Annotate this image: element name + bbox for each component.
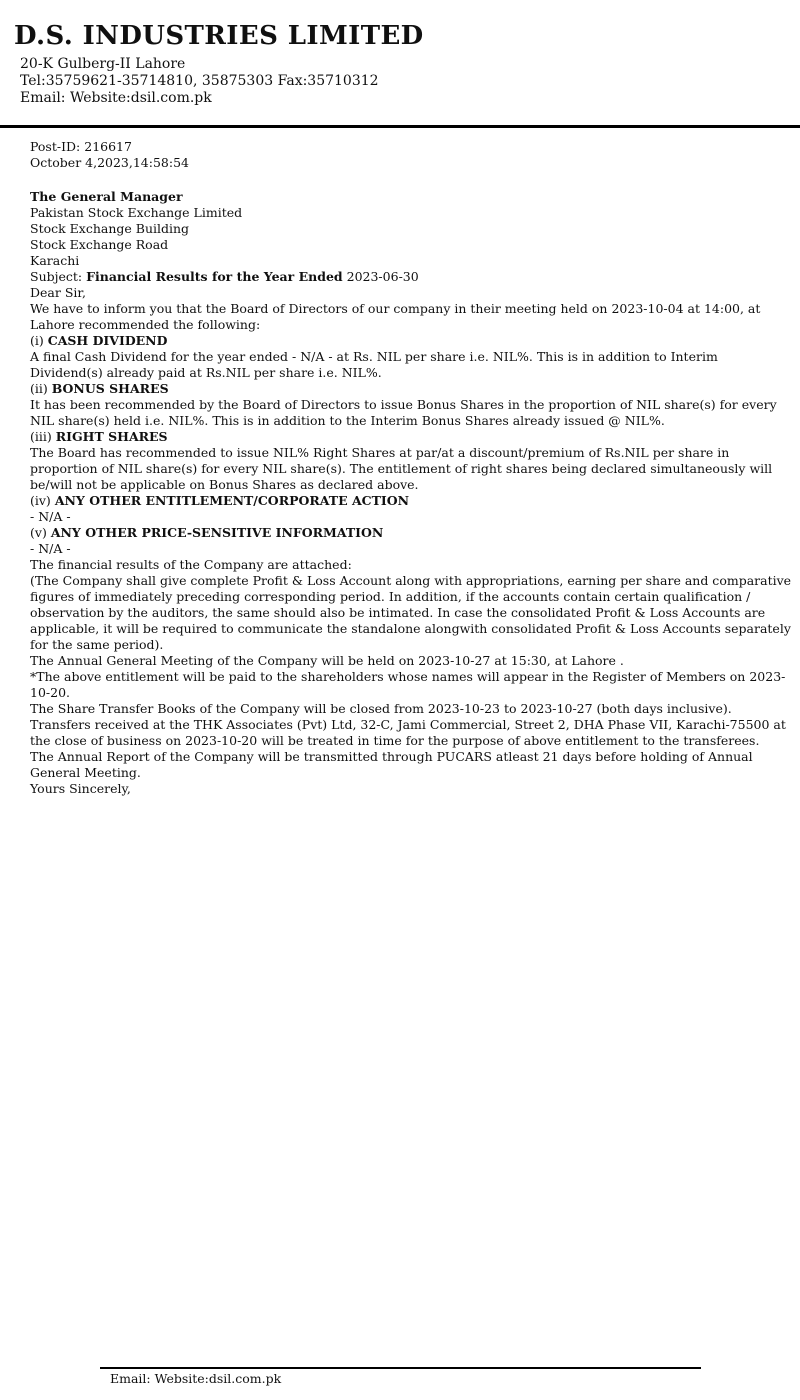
letterhead xyxy=(0,0,800,107)
agm-note: The Annual General Meeting of the Company will be held on 2023-10-27 at 15:30, at Lahore . xyxy=(30,653,624,668)
section-iii-title: RIGHT SHARES xyxy=(55,429,168,444)
footer-email: Email: Website:dsil.com.pk xyxy=(110,1371,282,1386)
section-iv-body: - N/A - xyxy=(30,509,71,524)
letterhead-email: Email: Website:dsil.com.pk xyxy=(20,90,212,106)
disclosure-paragraph: (The Company shall give complete Profit & Loss Account along with appropriations, earning per share and comparative figures of immediately preceding corresponding period. In addition, if the accounts contain certain qualification / observation by the auditors, the same should also be intimated. In case the consolidated Profit & Loss Accounts are applicable, it will be required to communicate the standalone alongwith consolidated Profit & Loss Accounts separately for the same period). xyxy=(30,573,792,652)
section-v-title: ANY OTHER PRICE-SENSITIVE INFORMATION xyxy=(50,525,384,540)
letter-body xyxy=(30,128,792,797)
section-i-body: A final Cash Dividend for the year ended - N/A - at Rs. NIL per share i.e. NIL%. This is in addition to Interim Dividend(s) already paid at Rs.NIL per share i.e. NIL%. xyxy=(30,349,718,380)
section-iv-heading xyxy=(30,493,792,509)
subject-label: Subject: xyxy=(30,269,83,284)
meta-block xyxy=(30,139,792,171)
section-ii-body: It has been recommended by the Board of Directors to issue Bonus Shares in the proportion of NIL share(s) for every NIL share(s) held i.e. NIL%. This is in addition to the Interim Bonus Shares already issued @ NIL%. xyxy=(30,397,777,428)
section-i-title: CASH DIVIDEND xyxy=(47,333,168,348)
section-v-body: - N/A - xyxy=(30,541,71,556)
section-iii-body: The Board has recommended to issue NIL% Right Shares at par/at a discount/premium of Rs.NIL per share in proportion of NIL share(s) for every NIL share(s). The entitlement of right shares being declared simultaneously will be/will not be applicable on Bonus Shares as declared above. xyxy=(30,445,773,492)
section-iv-title: ANY OTHER ENTITLEMENT/CORPORATE ACTION xyxy=(54,493,410,508)
recipient-line: Karachi xyxy=(30,253,80,268)
footer-divider xyxy=(100,1367,701,1369)
annual-report-note: The Annual Report of the Company will be transmitted through PUCARS atleast 21 days before holding of Annual General Meeting. xyxy=(30,749,753,780)
section-ii-title: BONUS SHARES xyxy=(51,381,169,396)
intro-paragraph: We have to inform you that the Board of Directors of our company in their meeting held on 2023-10-04 at 14:00, at Lahore recommended the following: xyxy=(30,301,761,332)
subject-title: Financial Results for the Year Ended xyxy=(86,269,343,284)
section-ii-heading xyxy=(30,381,792,397)
section-ii-number: (ii) xyxy=(30,381,48,396)
subject-date: 2023-06-30 xyxy=(346,269,419,284)
post-id: Post-ID: 216617 xyxy=(30,139,132,154)
section-v-number: (v) xyxy=(30,525,47,540)
recipient-block xyxy=(30,189,792,269)
section-i-number: (i) xyxy=(30,333,44,348)
section-i-heading xyxy=(30,333,792,349)
subject-line xyxy=(30,269,792,285)
section-iv-number: (iv) xyxy=(30,493,51,508)
results-attached-note: The financial results of the Company are attached: xyxy=(30,557,352,572)
company-name: D.S. INDUSTRIES LIMITED xyxy=(14,21,424,51)
recipient-title: The General Manager xyxy=(30,189,183,204)
recipient-line: Stock Exchange Road xyxy=(30,237,169,252)
letterhead-address: 20-K Gulberg-II Lahore xyxy=(20,56,186,72)
salutation: Dear Sir, xyxy=(30,285,86,300)
section-iii-number: (iii) xyxy=(30,429,52,444)
letterhead-phone: Tel:35759621-35714810, 35875303 Fax:35710312 xyxy=(20,73,379,89)
section-iii-heading xyxy=(30,429,792,445)
transfer-books-note: The Share Transfer Books of the Company will be closed from 2023-10-23 to 2023-10-27 (both days inclusive). Transfers received at the THK Associates (Pvt) Ltd, 32-C, Jami Commercial, Street 2, DHA Phase VII, Karachi-75500 at the close of business on 2023-10-20 will be treated in time for the purpose of above entitlement to the transferees. xyxy=(30,701,786,748)
recipient-line: Pakistan Stock Exchange Limited xyxy=(30,205,243,220)
date-time: October 4,2023,14:58:54 xyxy=(30,155,189,170)
section-v-heading xyxy=(30,525,792,541)
entitlement-note: *The above entitlement will be paid to the shareholders whose names will appear in the Register of Members on 2023-10-20. xyxy=(30,669,786,700)
closing: Yours Sincerely, xyxy=(30,781,131,796)
recipient-line: Stock Exchange Building xyxy=(30,221,190,236)
